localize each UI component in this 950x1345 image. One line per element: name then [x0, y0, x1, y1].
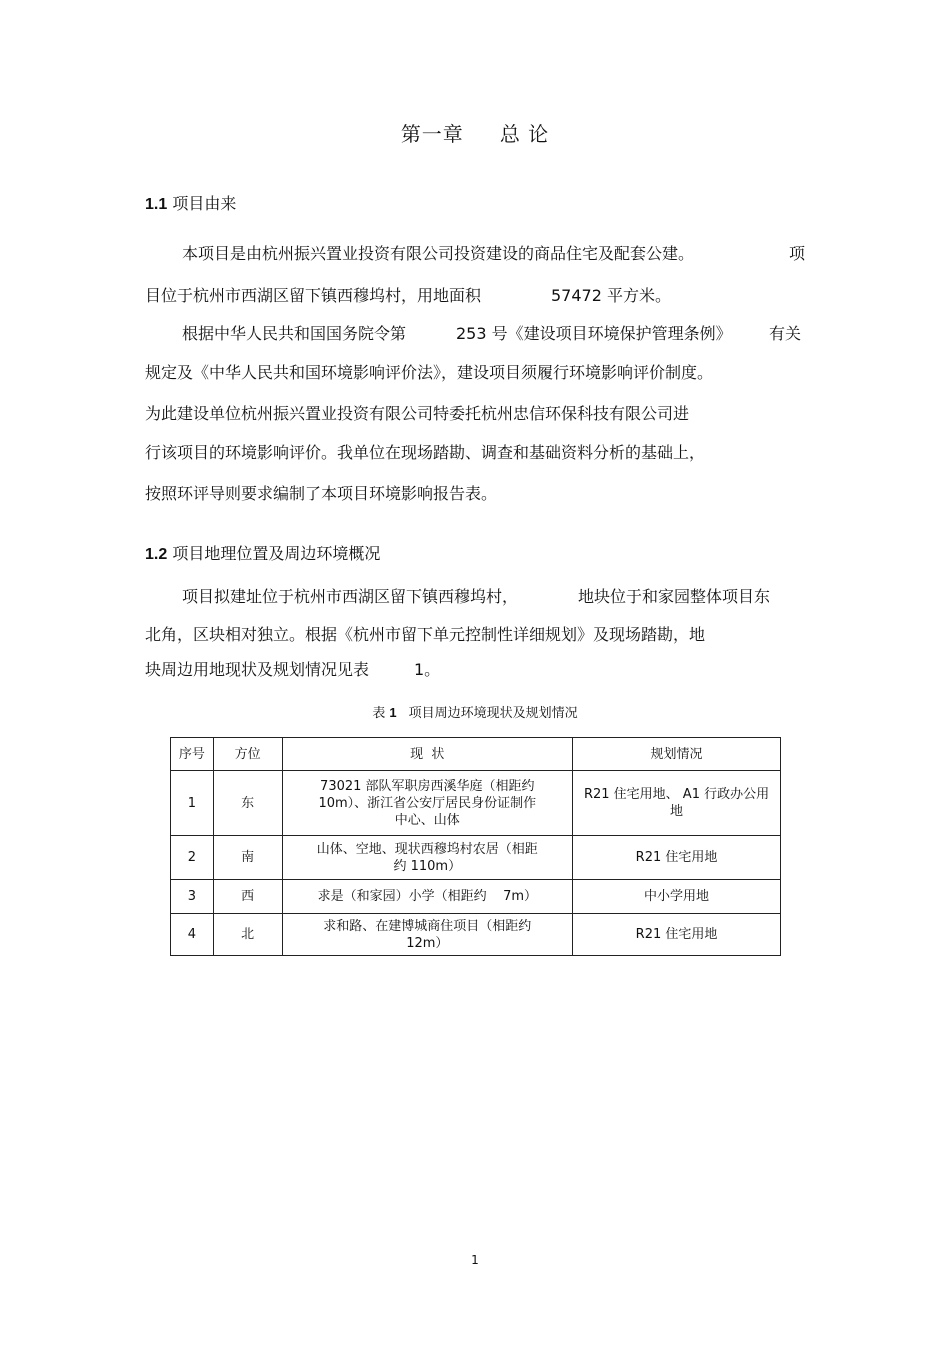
caption-number: 1 [389, 705, 397, 720]
table-caption [0, 702, 950, 721]
table-row [171, 771, 781, 836]
chapter-label: 第一章 [400, 122, 464, 146]
header-cell: 序号 [171, 738, 214, 771]
section-heading-1-2 [145, 541, 380, 564]
table-cell: 3 [171, 880, 214, 914]
table-header-row [171, 738, 781, 771]
table-row [171, 880, 781, 914]
section-number: 1.2 [145, 546, 168, 563]
table-cell: 求是（和家园）小学（相距约 7m） [282, 880, 573, 914]
chapter-title [0, 118, 950, 147]
paragraph-line: 57472 平方米。 [551, 286, 671, 305]
paragraph-line: 为此建设单位杭州振兴置业投资有限公司特委托杭州忠信环保科技有限公司进 [145, 404, 690, 423]
section-title: 项目地理位置及周边环境概况 [172, 544, 381, 563]
section-title: 项目由来 [172, 194, 237, 213]
paragraph-line: 北角，区块相对独立。根据《杭州市留下单元控制性详细规划》及现场踏勘，地 [145, 625, 706, 644]
table-cell: 中小学用地 [573, 880, 781, 914]
paragraph-line: 地块位于和家园整体项目东 [578, 587, 771, 606]
table-cell: 东 [213, 771, 282, 836]
table-cell: R21 住宅用地 [573, 914, 781, 956]
header-cell: 规划情况 [573, 738, 781, 771]
paragraph-line: 1。 [414, 660, 441, 679]
table-cell: R21 住宅用地、 A1 行政办公用地 [573, 771, 781, 836]
paragraph-line: 按照环评导则要求编制了本项目环境影响报告表。 [145, 484, 498, 503]
table-cell: 4 [171, 914, 214, 956]
table-cell: R21 住宅用地 [573, 836, 781, 880]
table-cell: 山体、空地、现状西穆坞村农居（相距约 110m） [282, 836, 573, 880]
header-cell: 方位 [213, 738, 282, 771]
section-number: 1.1 [145, 196, 168, 213]
table-row [171, 914, 781, 956]
section-heading-1-1 [145, 191, 236, 214]
paragraph-line: 行该项目的环境影响评价。我单位在现场踏勘、调查和基础资料分析的基础上， [145, 443, 706, 462]
paragraph-line: 块周边用地现状及规划情况见表 [145, 660, 370, 679]
table-cell: 73021 部队军职房西溪华庭（相距约10m）、浙江省公安厅居民身份证制作中心、山体 [282, 771, 573, 836]
table-row [171, 836, 781, 880]
table-cell: 求和路、在建博城商住项目（相距约12m） [282, 914, 573, 956]
paragraph-line: 253 号《建设项目环境保护管理条例》 [456, 324, 732, 343]
paragraph-line: 项目拟建址位于杭州市西湖区留下镇西穆坞村， [182, 587, 519, 606]
caption-prefix: 表 [372, 706, 386, 721]
environment-table [170, 737, 781, 956]
table-cell: 2 [171, 836, 214, 880]
table-cell: 南 [213, 836, 282, 880]
paragraph-line: 规定及《中华人民共和国环境影响评价法》，建设项目须履行环境影响评价制度。 [145, 363, 714, 382]
paragraph-line: 本项目是由杭州振兴置业投资有限公司投资建设的商品住宅及配套公建。 [182, 244, 695, 263]
chapter-name: 总 论 [499, 122, 550, 146]
table-cell: 1 [171, 771, 214, 836]
table-cell: 北 [213, 914, 282, 956]
table-cell: 西 [213, 880, 282, 914]
paragraph-line: 项 [789, 244, 806, 263]
paragraph-line: 目位于杭州市西湖区留下镇西穆坞村，用地面积 [145, 286, 482, 305]
header-cell: 现 状 [282, 738, 573, 771]
caption-text: 项目周边环境现状及规划情况 [408, 706, 578, 721]
paragraph-line: 有关 [769, 324, 802, 343]
page-number: 1 [471, 1253, 479, 1267]
paragraph-line: 根据中华人民共和国国务院令第 [182, 324, 407, 343]
